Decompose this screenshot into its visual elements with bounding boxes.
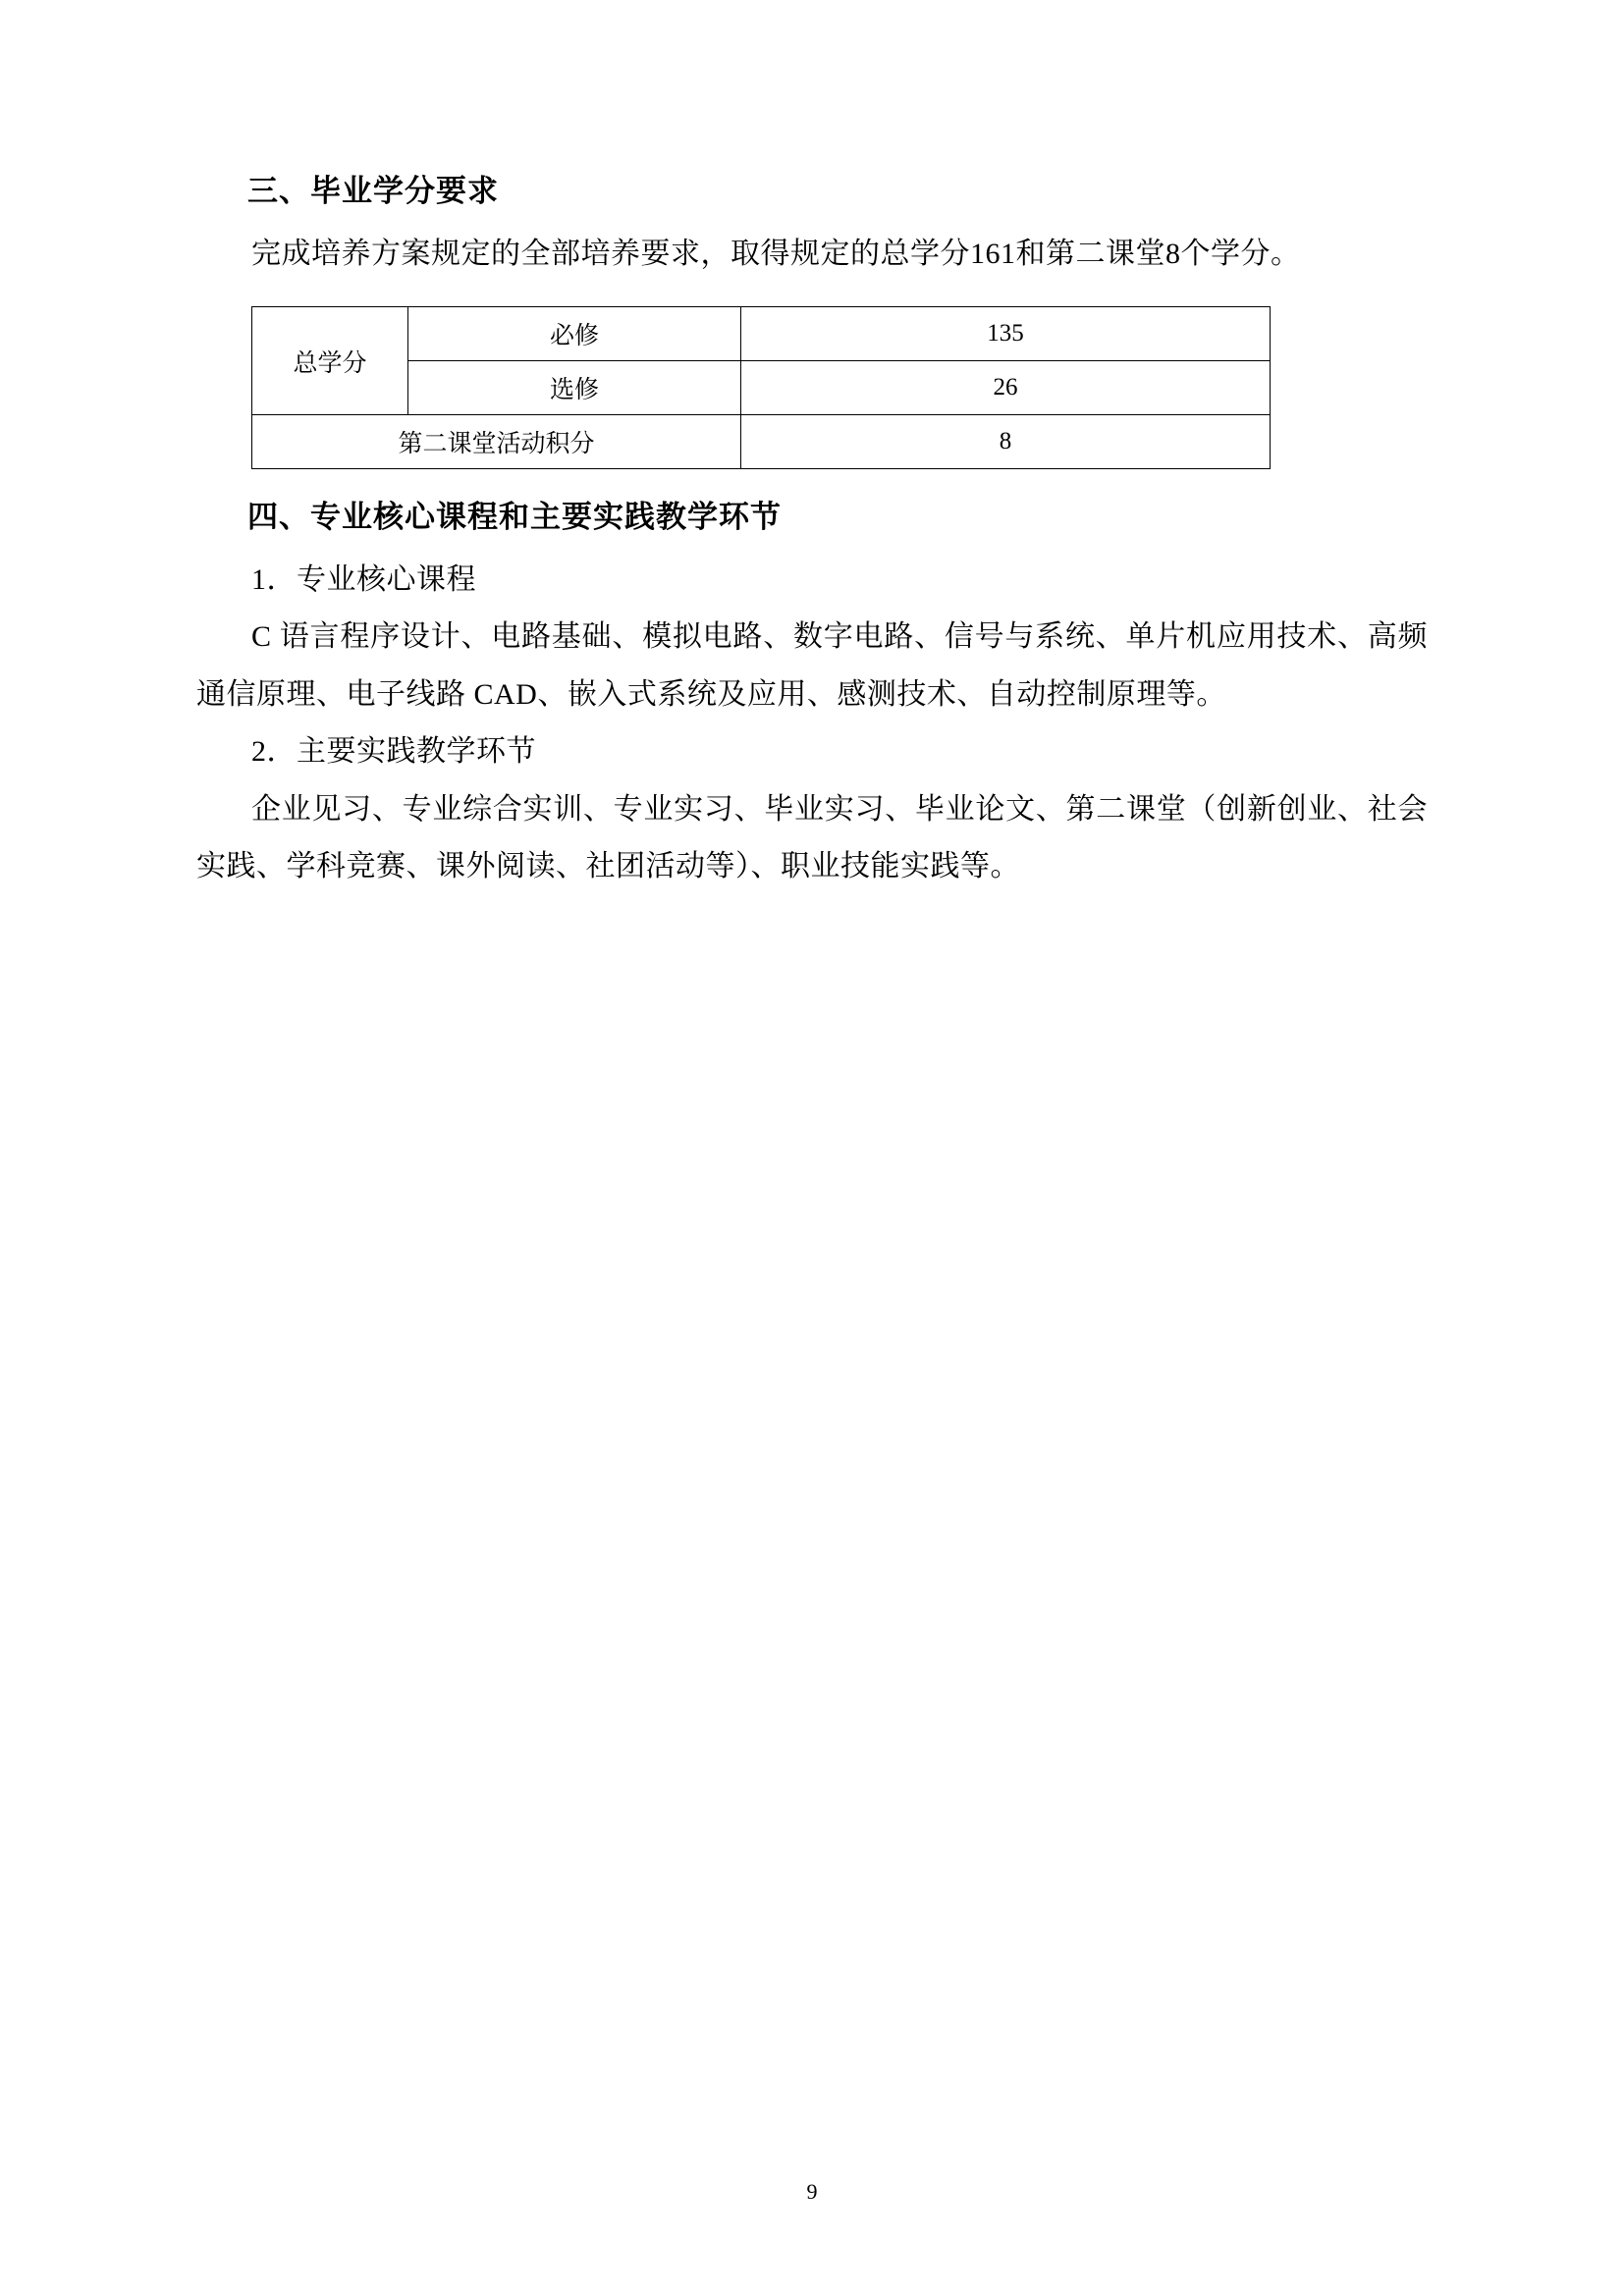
cell-required-value: 135 [741,307,1271,361]
section-heading-graduation-credits: 三、毕业学分要求 [247,174,499,208]
section-heading-core-courses: 四、专业核心课程和主要实践教学环节 [247,500,782,535]
paragraph-graduation-credits: 完成培养方案规定的全部培养要求，取得规定的总学分161和第二课堂8个学分。 [251,237,1301,270]
table-row [252,307,1271,361]
credits-table [251,306,1271,469]
subheading-core-courses: 1．专业核心课程 [251,562,476,596]
subheading-practice-links: 2．主要实践教学环节 [251,735,536,769]
paragraph-core-courses: C 语言程序设计、电路基础、模拟电路、数字电路、信号与系统、单片机应用技术、高频通信原理、电子线路 CAD、嵌入式系统及应用、感测技术、自动控制原理等。 [196,620,1428,711]
paragraph-practice-links: 企业见习、专业综合实训、专业实习、毕业实习、毕业论文、第二课堂（创新创业、社会实践、学科竞赛、课外阅读、社团活动等）、职业技能实践等。 [196,792,1428,883]
cell-second-classroom-label: 第二课堂活动积分 [252,415,741,469]
cell-elective-value: 26 [741,361,1271,415]
cell-total-credits-label: 总学分 [252,307,408,415]
cell-second-classroom-value: 8 [741,415,1271,469]
cell-required-label: 必修 [408,307,741,361]
table-row [252,415,1271,469]
page-number: 9 [806,2179,818,2204]
cell-elective-label: 选修 [408,361,741,415]
